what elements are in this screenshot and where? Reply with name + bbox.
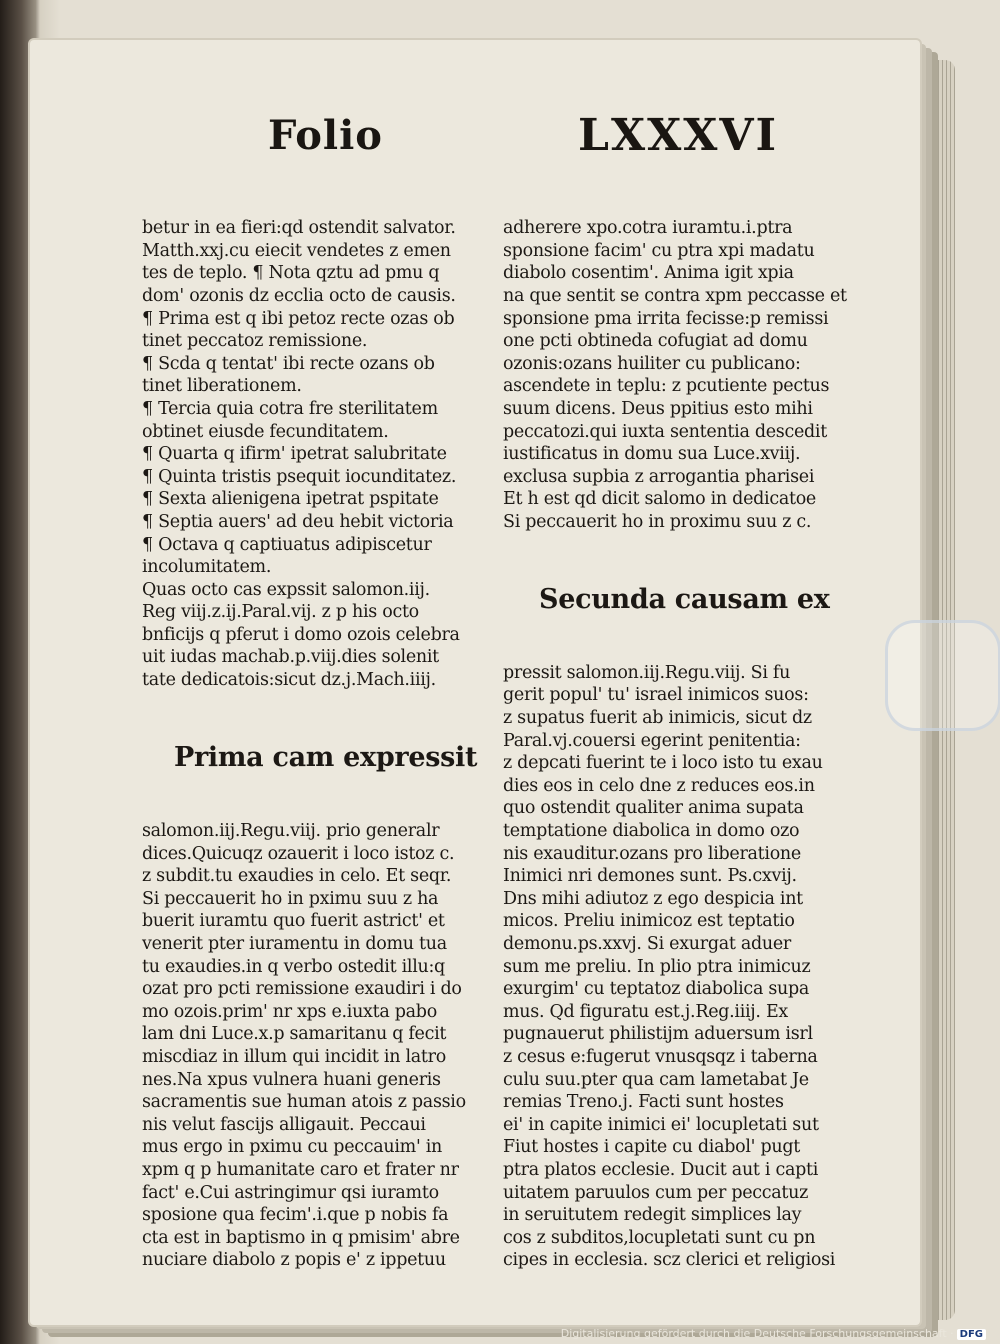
text-line: ei' in capite inimici ei' locupletati sut — [503, 1114, 819, 1135]
text-line: cipes in ecclesia. scz clerici et religiosi — [503, 1250, 836, 1271]
text-line: Et h est qd dicit salomo in dedicatoe — [503, 489, 816, 510]
text-line: suum dicens. Deus ppitius esto mihi — [503, 398, 813, 419]
text-line: tate dedicatois:sicut dz.j.Mach.iiij. — [142, 670, 436, 691]
text-line: ¶ Quarta q ifirm' ipetrat salubritate — [142, 444, 447, 465]
text-line: temptatione diabolica in domo ozo — [503, 821, 800, 842]
text-line: Dns mihi adiutoz z ego despicia int — [503, 888, 803, 909]
text-line: obtinet eiusde fecunditatem. — [142, 421, 389, 442]
credit-text: Digitalisierung gefördert durch die Deutsche Forschungsgemeinschaft · — [560, 1327, 954, 1340]
text-line: dices.Quicuqz ozauerit i loco istoz c. — [142, 843, 455, 864]
text-line: pressit salomon.iij.Regu.viij. Si fu — [503, 662, 791, 683]
text-line: z depcati fuerint te i loco isto tu exau — [503, 753, 823, 774]
page-clip — [885, 620, 1000, 731]
right-column-body-2 — [503, 662, 848, 1272]
text-line: nes.Na xpus vulnera huani generis — [142, 1069, 441, 1090]
text-line: betur in ea fieri:qd ostendit salvator. — [142, 218, 456, 239]
text-line: Reg viij.z.ij.Paral.vij. z p his octo — [142, 602, 419, 623]
text-line: ¶ Octava q captiuatus adipiscetur — [142, 534, 432, 555]
text-line: Paral.vj.couersi egerint penitentia: — [503, 730, 801, 751]
text-line: z subdit.tu exaudies in celo. Et seqr. — [142, 866, 452, 887]
dfg-logo: DFG — [957, 1329, 986, 1340]
text-line: culu suu.pter qua cam lametabat Je — [503, 1069, 809, 1090]
text-line: tu exaudies.in q verbo ostedit illu:q — [142, 956, 445, 977]
text-line: pugnauerut philistijm aduersum isrl — [503, 1024, 813, 1045]
text-line: bnficijs q pferut i domo ozois celebra — [142, 624, 460, 645]
text-line: adherere xpo.cotra iuramtu.i.ptra — [503, 218, 793, 239]
text-line: sum me preliu. In plio ptra inimicuz — [503, 956, 811, 977]
text-line: na que sentit se contra xpm peccasse et — [503, 285, 847, 306]
text-line: ozat pro pcti remissione exaudiri i do — [142, 979, 462, 1000]
folio-label: Folio — [268, 112, 383, 159]
left-text-column — [142, 172, 487, 1295]
text-line: z cesus e:fugerut vnusqsqz i taberna — [503, 1046, 818, 1067]
right-text-column — [503, 172, 848, 1295]
text-line: cos z subditos,locupletati sunt cu pn — [503, 1227, 816, 1248]
left-column-body-2 — [142, 820, 487, 1272]
text-line: sposione qua fecim'.i.que p nobis fa — [142, 1205, 449, 1226]
right-column-body — [503, 217, 848, 533]
text-line: ¶ Septia auers' ad deu hebit victoria — [142, 511, 454, 532]
left-rubric-heading: Prima cam expressit — [174, 741, 478, 773]
folio-number: LXXXVI — [578, 110, 779, 161]
text-line: quo ostendit qualiter anima supata — [503, 798, 804, 819]
text-line: mus. Qd figuratu est.j.Reg.iiij. Ex — [503, 1001, 789, 1022]
text-line: in seruitutem redegit simplices lay — [503, 1205, 802, 1226]
text-line: miscdiaz in illum qui incidit in latro — [142, 1046, 446, 1067]
text-line: mus ergo in pximu cu peccauim' in — [142, 1137, 442, 1158]
text-line: dom' ozonis dz ecclia octo de causis. — [142, 285, 456, 306]
text-line: uit iudas machab.p.viij.dies solenit — [142, 647, 439, 668]
text-line: sponsione facim' cu ptra xpi madatu — [503, 240, 815, 261]
text-line: iustificatus in domu sua Luce.xviij. — [503, 444, 801, 465]
text-line: cta est in baptismo in q pmisim' abre — [142, 1227, 460, 1248]
text-line: incolumitatem. — [142, 557, 272, 578]
text-line: tinet peccatoz remissione. — [142, 331, 368, 352]
right-rubric-heading: Secunda causam ex — [539, 583, 830, 615]
text-line: salomon.iij.Regu.viij. prio generalr — [142, 821, 440, 842]
text-line: Si peccauerit ho in pximu suu z ha — [142, 888, 439, 909]
text-line: dies eos in celo dne z reduces eos.in — [503, 775, 815, 796]
text-line: xpm q p humanitate caro et frater nr — [142, 1159, 459, 1180]
text-line: ¶ Scda q tentat' ibi recte ozans ob — [142, 353, 435, 374]
text-line: uitatem paruulos cum per peccatuz — [503, 1182, 809, 1203]
text-line: ¶ Tercia quia cotra fre sterilitatem — [142, 398, 438, 419]
text-line: Matth.xxj.cu eiecit vendetes z emen — [142, 240, 451, 261]
text-line: z supatus fuerit ab inimicis, sicut dz — [503, 708, 812, 729]
text-line: nuciare diabolo z popis e' z ippetuu — [142, 1250, 446, 1271]
text-line: exurgim' cu teptatoz diabolica supa — [503, 979, 810, 1000]
text-line: ptra platos ecclesie. Ducit aut i capti — [503, 1159, 819, 1180]
text-line: buerit iuramtu quo fuerit astrict' et — [142, 911, 445, 932]
text-line: tes de teplo. ¶ Nota qztu ad pmu q — [142, 263, 440, 284]
text-line: tinet liberationem. — [142, 376, 302, 397]
text-line: Si peccauerit ho in proximu suu z c. — [503, 511, 812, 532]
text-line: nis velut fascijs alligauit. Peccaui — [142, 1114, 426, 1135]
text-line: venerit pter iuramentu in domu tua — [142, 934, 447, 954]
text-line: ¶ Quinta tristis psequit iocunditatez. — [142, 466, 457, 487]
text-line: micos. Preliu inimicoz est teptatio — [503, 911, 795, 932]
text-line: Fiut hostes i capite cu diabol' pugt — [503, 1137, 800, 1158]
digitization-credit — [561, 1327, 986, 1340]
text-line: nis exauditur.ozans pro liberatione — [503, 843, 801, 864]
text-line: ascendete in teplu: z pcutiente pectus — [503, 376, 830, 397]
text-line: ¶ Prima est q ibi petoz recte ozas ob — [142, 308, 455, 329]
text-line: diabolo cosentim'. Anima igit xpia — [503, 263, 794, 284]
text-line: fact' e.Cui astringimur qsi iuramto — [142, 1182, 439, 1203]
left-column-body — [142, 217, 487, 691]
text-line: lam dni Luce.x.p samaritanu q fecit — [142, 1024, 447, 1045]
text-line: demonu.ps.xxvj. Si exurgat aduer — [503, 934, 791, 954]
text-line: sponsione pma irrita fecisse:p remissi — [503, 308, 829, 329]
text-line: gerit popul' tu' israel inimicos suos: — [503, 685, 809, 706]
text-line: sacramentis sue human atois z passio — [142, 1092, 466, 1113]
text-line: peccatozi.qui iuxta sententia descedit — [503, 421, 827, 442]
text-line: Inimici nri demones sunt. Ps.cxvij. — [503, 866, 797, 887]
text-line: exclusa supbia z arrogantia pharisei — [503, 466, 815, 487]
text-line: remias Treno.j. Facti sunt hostes — [503, 1092, 784, 1113]
text-line: mo ozois.prim' nr xps e.iuxta pabo — [142, 1001, 437, 1022]
text-line: ozonis:ozans huiliter cu publicano: — [503, 353, 801, 374]
text-line: one pcti obtineda cofugiat ad domu — [503, 331, 808, 352]
text-line: Quas octo cas expssit salomon.iij. — [142, 579, 430, 600]
text-line: ¶ Sexta alienigena ipetrat pspitate — [142, 489, 439, 510]
